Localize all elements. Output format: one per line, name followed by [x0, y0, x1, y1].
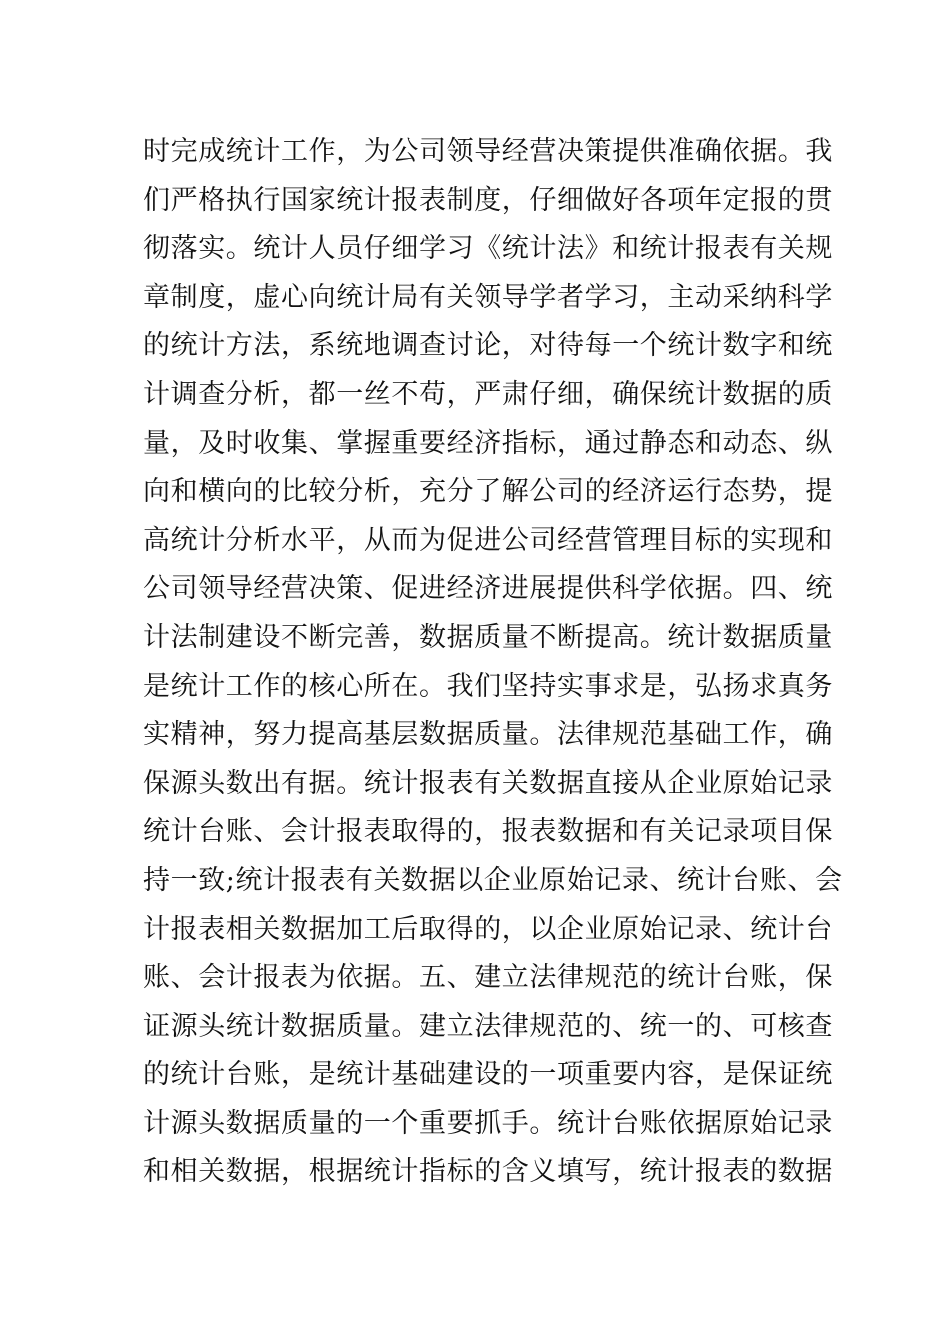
text-line: 高统计分析水平，从而为促进公司经营管理目标的实现和 [143, 524, 833, 556]
text-line: 计报表相关数据加工后取得的，以企业原始记录、统计台 [143, 913, 833, 945]
text-line: 计调查分析，都一丝不苟，严肃仔细，确保统计数据的质 [143, 378, 833, 410]
text-line: 的统计台账，是统计基础建设的一项重要内容，是保证统 [143, 1059, 833, 1091]
text-line: 和相关数据，根据统计指标的含义填写，统计报表的数据 [143, 1156, 833, 1188]
text-line: 持一致;统计报表有关数据以企业原始记录、统计台账、会 [143, 864, 843, 896]
text-line: 计源头数据质量的一个重要抓手。统计台账依据原始记录 [143, 1107, 833, 1139]
text-line: 公司领导经营决策、促进经济进展提供科学依据。四、统 [143, 573, 833, 605]
text-line: 保源头数出有据。统计报表有关数据直接从企业原始记录 [143, 767, 833, 799]
text-line: 实精神，努力提高基层数据质量。法律规范基础工作，确 [143, 719, 833, 751]
text-line: 账、会计报表为依据。五、建立法律规范的统计台账，保 [143, 962, 833, 994]
body-text [143, 128, 843, 1197]
text-line: 证源头统计数据质量。建立法律规范的、统一的、可核查 [143, 1010, 833, 1042]
text-line: 计法制建设不断完善，数据质量不断提高。统计数据质量 [143, 621, 833, 653]
text-line: 统计台账、会计报表取得的，报表数据和有关记录项目保 [143, 816, 833, 848]
text-line: 向和横向的比较分析，充分了解公司的经济运行态势，提 [143, 476, 833, 508]
text-line: 量，及时收集、掌握重要经济指标，通过静态和动态、纵 [143, 427, 833, 459]
text-line: 章制度，虚心向统计局有关领导学者学习，主动采纳科学 [143, 281, 833, 313]
text-line: 是统计工作的核心所在。我们坚持实事求是，弘扬求真务 [143, 670, 833, 702]
text-line: 们严格执行国家统计报表制度，仔细做好各项年定报的贯 [143, 184, 833, 216]
text-line: 的统计方法，系统地调查讨论，对待每一个统计数字和统 [143, 330, 833, 362]
text-line: 时完成统计工作，为公司领导经营决策提供准确依据。我 [143, 136, 833, 167]
text-line: 彻落实。统计人员仔细学习《统计法》和统计报表有关规 [143, 233, 833, 265]
